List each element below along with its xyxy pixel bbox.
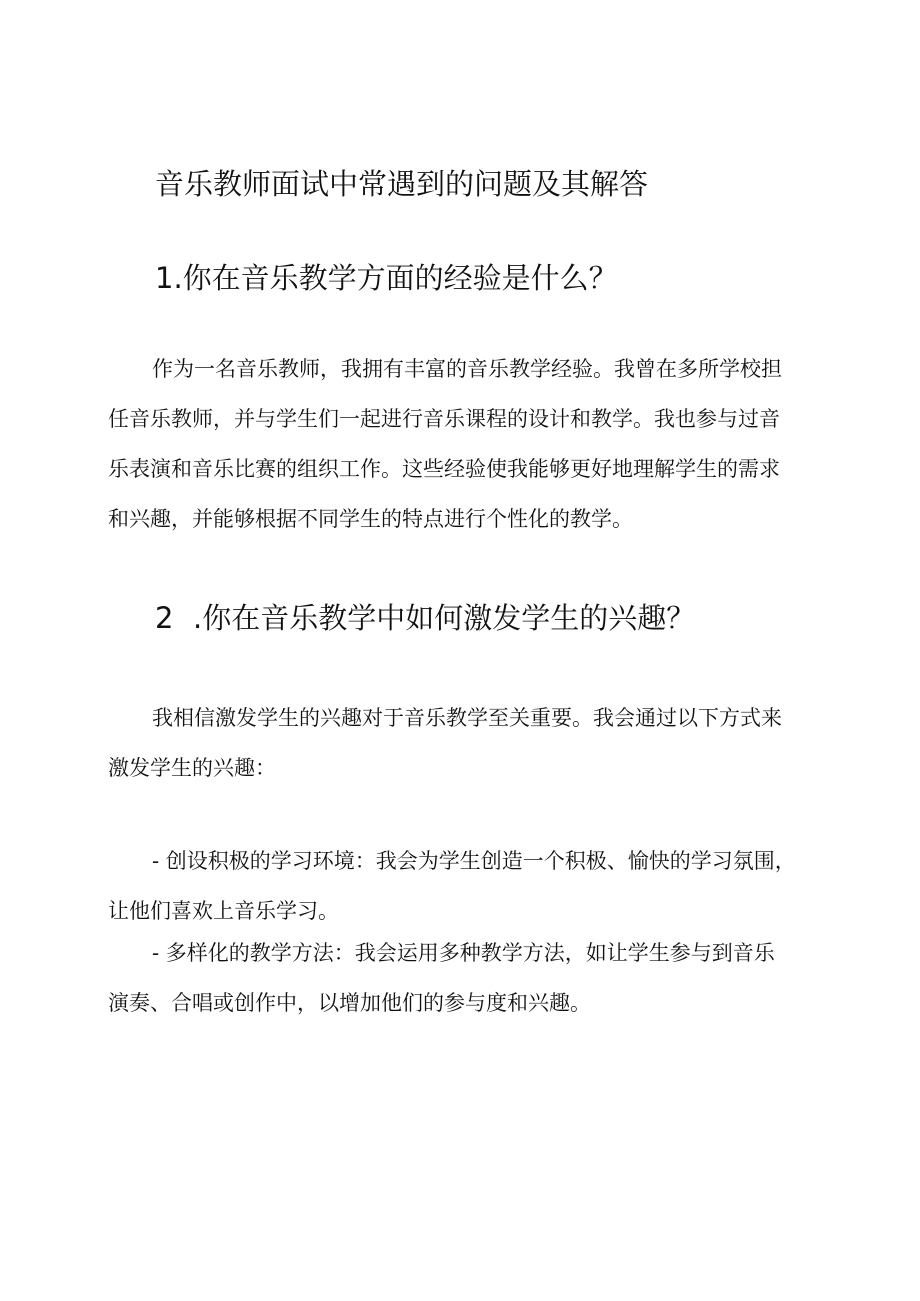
paragraph-line: 和兴趣，并能够根据不同学生的特点进行个性化的教学。 bbox=[108, 507, 633, 531]
paragraph-line: 任音乐教师，并与学生们一起进行音乐课程的设计和教学。我也参与过音 bbox=[108, 407, 780, 431]
bullet-line: 演奏、合唱或创作中，以增加他们的参与度和兴趣。 bbox=[108, 991, 591, 1015]
paragraph-line: 乐表演和音乐比赛的组织工作。这些经验使我能够更好地理解学生的需求 bbox=[108, 457, 780, 481]
section-2-paragraph bbox=[108, 693, 808, 793]
section-1-paragraph bbox=[108, 344, 808, 544]
section-1-heading: 1.你在音乐教学方面的经验是什么？ bbox=[155, 261, 618, 295]
bullet-item-learning-environment bbox=[108, 836, 808, 936]
document-title: 音乐教师面试中常遇到的问题及其解答 bbox=[155, 167, 649, 201]
paragraph-line: 我相信激发学生的兴趣对于音乐教学至关重要。我会通过以下方式来 bbox=[152, 706, 782, 730]
bullet-line: - 多样化的教学方法：我会运用多种教学方法，如让学生参与到音乐 bbox=[152, 941, 775, 965]
section-2-heading-text: .你在音乐教学中如何激发学生的兴趣？ bbox=[193, 601, 696, 635]
bullet-item-teaching-methods bbox=[108, 928, 808, 1028]
bullet-line: - 创设积极的学习环境：我会为学生创造一个积极、愉快的学习氛围， bbox=[152, 849, 796, 873]
section-2-number: 2 bbox=[155, 601, 174, 635]
section-2-heading bbox=[155, 598, 695, 638]
paragraph-line: 作为一名音乐教师，我拥有丰富的音乐教学经验。我曾在多所学校担 bbox=[152, 357, 782, 381]
bullet-line: 让他们喜欢上音乐学习。 bbox=[108, 899, 339, 923]
paragraph-line: 激发学生的兴趣： bbox=[108, 756, 276, 780]
